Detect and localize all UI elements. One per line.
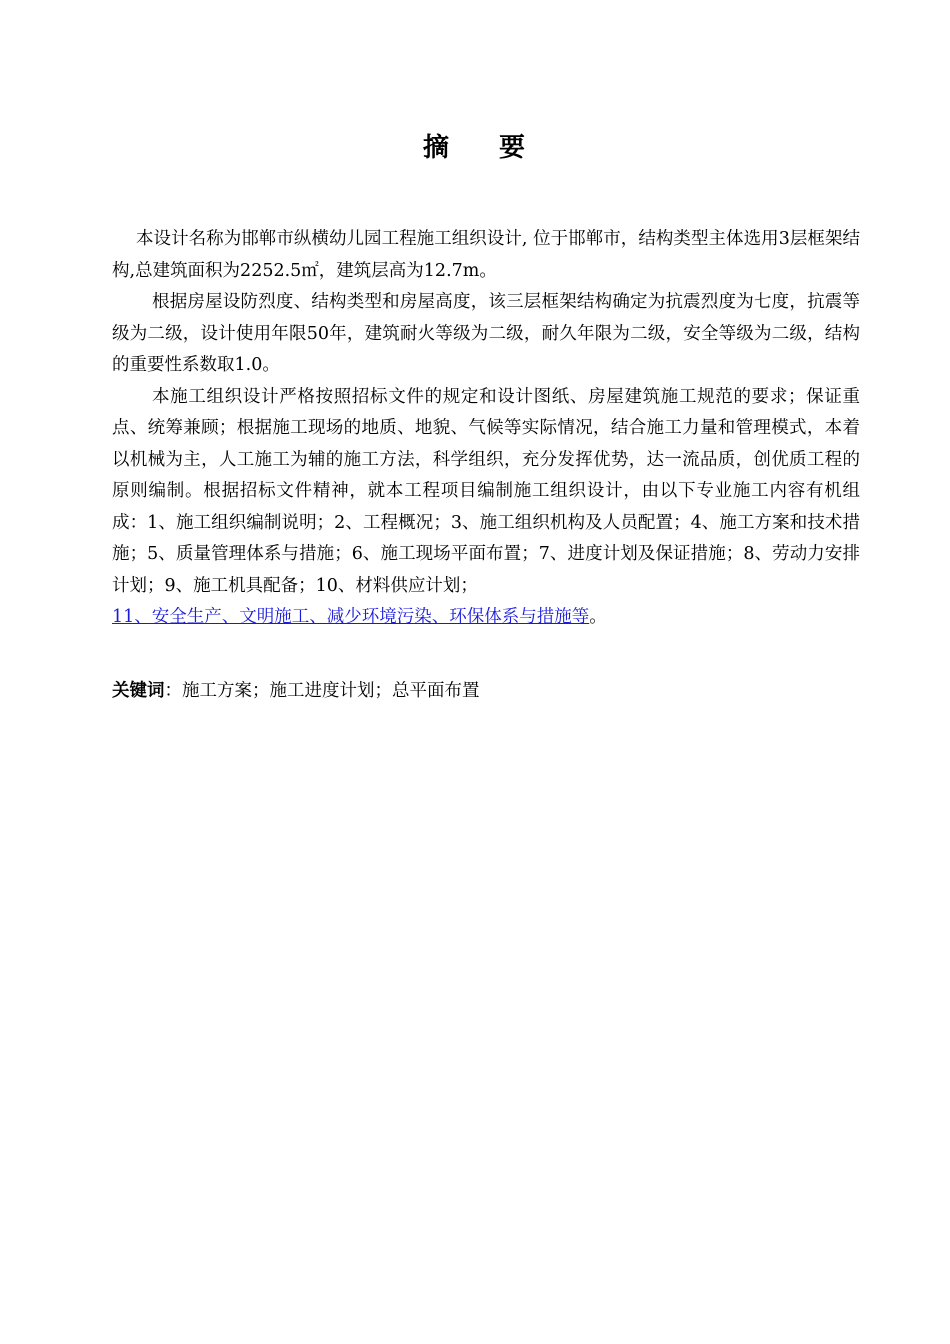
title-part-2: 要 (499, 133, 528, 163)
keywords-text: 施工方案；施工进度计划；总平面布置 (182, 681, 480, 701)
abstract-paragraph-4 (112, 602, 860, 634)
abstract-paragraph-3: 本施工组织设计严格按照招标文件的规定和设计图纸、房屋建筑施工规范的要求；保证重点、统筹兼顾；根据施工现场的地质、地貌、气候等实际情况，结合施工力量和管理模式，本着以机械为主，人工施工为辅的施工方法，科学组织，充分发挥优势，达一流品质，创优质工程的原则编制。根据招标文件精神，就本工程项目编制施工组织设计，由以下专业施工内容有机组成：1、施工组织编制说明；2、工程概况；3、施工组织机构及人员配置；4、施工方案和技术措施；5、质量管理体系与措施；6、施工现场平面布置；7、进度计划及保证措施；8、劳动力安排计划；9、施工机具配备；10、材料供应计划； (112, 386, 860, 596)
keywords-line (112, 676, 860, 708)
page-title (0, 128, 950, 168)
abstract-paragraph-1: 本设计名称为邯郸市纵横幼儿园工程施工组织设计, 位于邯郸市，结构类型主体选用3层框架结构,总建筑面积为2252.5㎡，建筑层高为12.7m。 (112, 229, 860, 281)
abstract-paragraph-2: 根据房屋设防烈度、结构类型和房屋高度，该三层框架结构确定为抗震烈度为七度，抗震等级为二级，设计使用年限50年，建筑耐火等级为二级，耐久年限为二级，安全等级为二级，结构的重要性系数取1.0。 (112, 292, 860, 375)
keywords-colon: ： (164, 681, 182, 701)
link-suffix: 。 (589, 607, 607, 627)
title-part-1: 摘 (422, 133, 451, 163)
content-link[interactable]: 11、安全生产、文明施工、减少环境污染、环保体系与措施等 (112, 607, 590, 627)
abstract-body (112, 224, 860, 634)
keywords-label: 关键词 (112, 681, 165, 701)
